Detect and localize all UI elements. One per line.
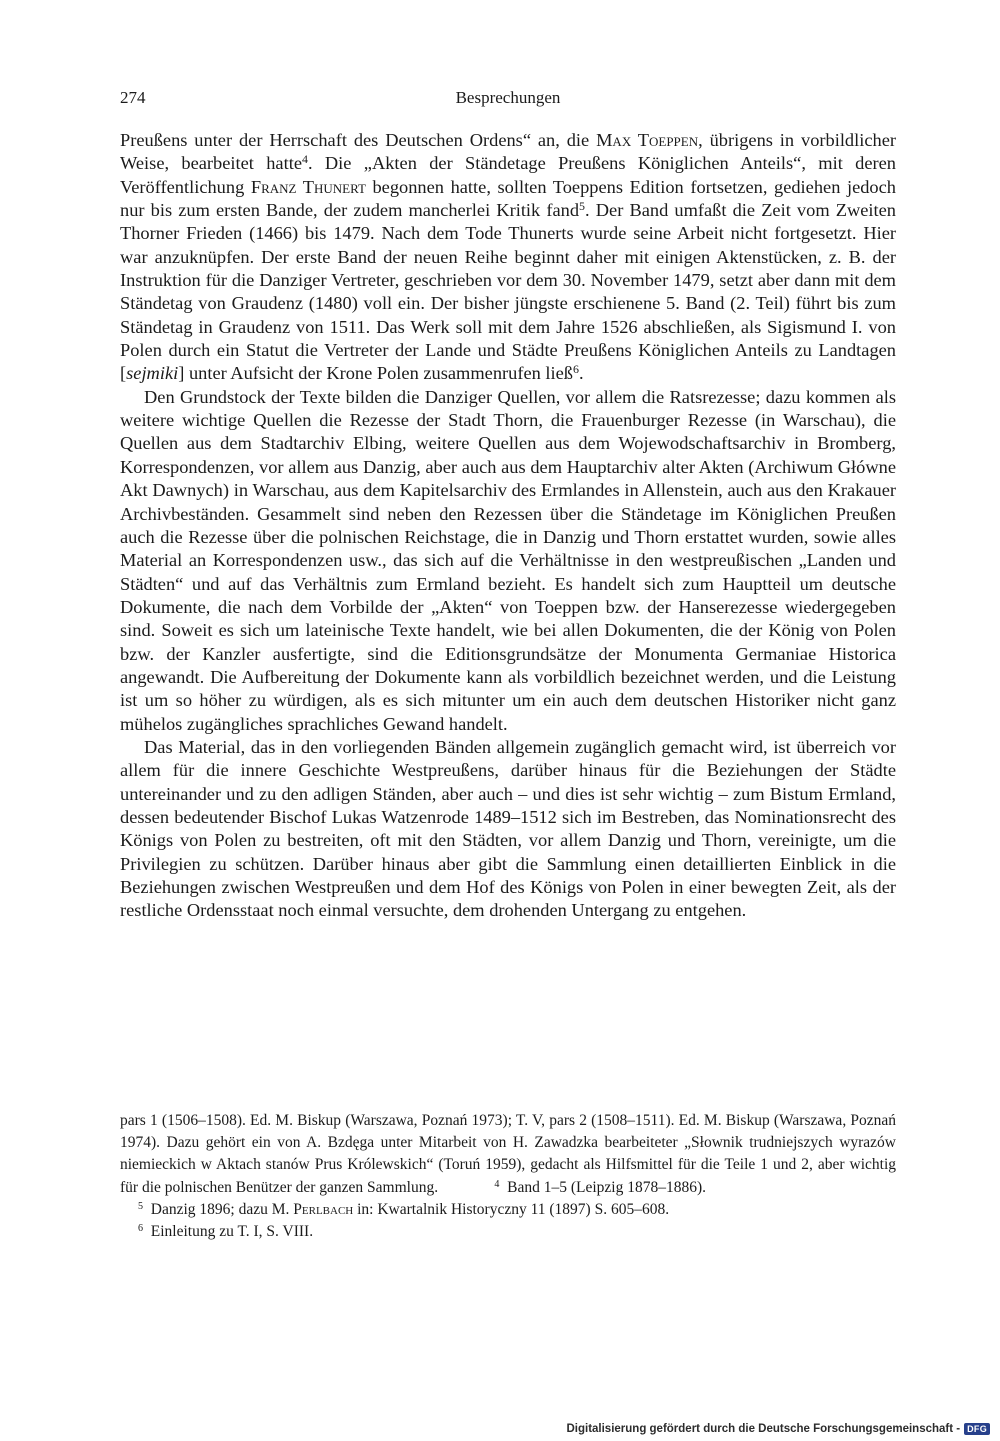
text-span: in: Kwartalnik Historyczny 11 (1897) S. 605–608. (353, 1200, 670, 1218)
paragraph-1 (120, 129, 896, 386)
text-span: . Die „Akten der Ständetage Preußens Königlichen Anteils“, mit deren Veröffentlichung (120, 153, 896, 197)
digitization-credit (566, 1423, 990, 1435)
footnote-ref-6: 6 (573, 362, 579, 377)
author-name-perlbach: Perlbach (293, 1200, 354, 1218)
footnote-3-continued: pars 1 (1506–1508). Ed. M. Biskup (Warszawa, Poznań 1973); T. V, pars 2 (1508–1511). Ed. M. Biskup (Warszawa, Poznań 1974). Dazu gehört ein von A. Bzdęga unter Mitarbeit von H. Zawadzka bearbeiteter „Słownik trudniejszych wyrazów niemieckich w Aktach stanów Prus Królewskich“ (Toruń 1959), gedacht als Hilfsmittel für die Teile 1 und 2, aber wichtig für die polnischen Benützer der ganzen Sammlung. (120, 1112, 896, 1196)
page-number: 274 (120, 88, 146, 107)
running-head: Besprechungen (455, 88, 561, 107)
paragraph-2: Den Grundstock der Texte bilden die Danziger Quellen, vor allem die Ratsrezesse; dazu kommen als weitere wichtige Quellen die Rezesse der Stadt Thorn, die Frauenburger Rezesse (in Warschau), die Quellen aus dem Stadtarchiv Elbing, weitere Quellen aus dem Wojewodschaftsarchiv in Bromberg, Korrespondenzen, vor allem aus Danzig, aber auch aus dem Hauptarchiv alter Akten (Archiwum Główne Akt Dawnych) in Warschau, aus dem Kapitelsarchiv des Ermlandes in Allenstein, auch aus den Krakauer Archivbeständen. Gesammelt sind neben den Rezessen über die Ständetage im Königlichen Preußen auch die Rezesse über die polnischen Reichstage, die in Danzig und Thorn erstattet wurden, sowie alles Material an Korrespondenzen usw., das sich auf die Verhältnisse in den westpreußischen „Landen und Städten“ und auf das Verhältnis zum Ermland bezieht. Es handelt sich zum Hauptteil um deutsche Dokumente, die nach dem Vorbilde der „Akten“ von Toeppen bzw. der Hanserezesse wiedergegeben sind. Soweit es sich um lateinische Texte handelt, wie bei allen Dokumenten, die der König von Polen bzw. der Kanzler ausfertigte, sind die Editionsgrundsätze der Monumenta Germaniae Historica angewandt. Die Aufbereitung der Dokumente kann als vorbildlich bezeichnet werden, und die Leistung ist um so höher zu würdigen, als es sich mitunter um ein auch dem deutschen Historiker nicht ganz mühelos zugängliches sprachliches Gewand handelt. (120, 386, 896, 734)
footnote-4-text: Band 1–5 (Leipzig 1878–1886). (507, 1178, 706, 1196)
text-span: ] unter Aufsicht der Krone Polen zusammenrufen ließ (178, 363, 573, 384)
text-span: . Der Band umfaßt die Zeit vom Zweiten Thorner Frieden (1466) bis 1479. Nach dem Tode Thunerts wurde seine Arbeit nicht fortgesetzt. Hier war anzuknüpfen. Der erste Band der neuen Reihe beginnt daher mit einigen Aktenstücken, z. B. der Instruktion für die Danziger Vertreter, geschrieben vor dem 30. November 1479, setzt aber dann mit dem Ständetag von Graudenz (1480) voll ein. Der bisher jüngste erschienene 5. Band (2. Teil) führt bis zum Ständetag in Graudenz von 1511. Das Werk soll mit dem Jahre 1526 abschließen, als Sigismund I. von Polen durch ein Statut die Vertreter der Lande und Städte Preußens Königlichen Anteils zu Landtagen [ (120, 200, 897, 384)
author-name-toeppen: Max Toeppen (596, 130, 699, 150)
footnote-6 (120, 1221, 896, 1243)
text-span: . (578, 363, 584, 384)
footnote-mark-4: 4 (494, 1178, 500, 1190)
text-span: , übrigens in vorbildlicher Weise, bearbeitet hatte (120, 130, 896, 174)
text-span: Preußens unter der Herrschaft des Deutschen Ordens“ an, die (120, 130, 597, 150)
text-span: Danzig 1896; dazu M. (150, 1200, 294, 1218)
footnote-5 (120, 1199, 896, 1221)
footnotes (120, 1110, 896, 1243)
page-header (120, 88, 896, 114)
main-text (120, 129, 896, 923)
footnote-ref-5: 5 (579, 199, 586, 214)
footnote-mark-5: 5 (138, 1200, 144, 1212)
text-span: begonnen hatte, sollten Toeppens Edition fortsetzen, gediehen jedoch nur bis zum ersten Bande, der zudem mancherlei Kritik fand (120, 176, 896, 221)
footnote-mark-6: 6 (138, 1223, 144, 1234)
italic-term: sejmiki (126, 363, 179, 384)
dfg-logo-icon: DFG (964, 1423, 990, 1435)
credit-text: Digitalisierung gefördert durch die Deutsche Forschungsgemeinschaft - (566, 1423, 961, 1435)
footnote-6-text: Einleitung zu T. I, S. VIII. (150, 1223, 314, 1241)
author-name-thunert: Franz Thunert (250, 176, 366, 197)
footnote-ref-4: 4 (301, 152, 308, 167)
paragraph-3: Das Material, das in den vorliegenden Bänden allgemein zugänglich gemacht wird, ist überreich vor allem für die innere Geschichte Westpreußens, darüber hinaus für die Beziehungen der Städte untereinander und zu den adligen Ständen, aber auch – und dies ist sehr wichtig – zum Bistum Ermland, dessen bedeutender Bischof Lukas Watzenrode 1489–1512 sich im Bestreben, das Nominationsrecht des Königs von Polen zu bestreiten, oft mit den Städten, vor allem Danzig und Thorn, vereinigte, um die Privilegien zu schützen. Darüber hinaus aber gibt die Sammlung einen detaillierten Einblick in die Beziehungen zwischen Westpreußen und dem Hof des Königs von Polen in einer bewegten Zeit, als der restliche Ordensstaat noch einmal versuchte, dem drohenden Untergang zu entgehen. (120, 736, 896, 921)
